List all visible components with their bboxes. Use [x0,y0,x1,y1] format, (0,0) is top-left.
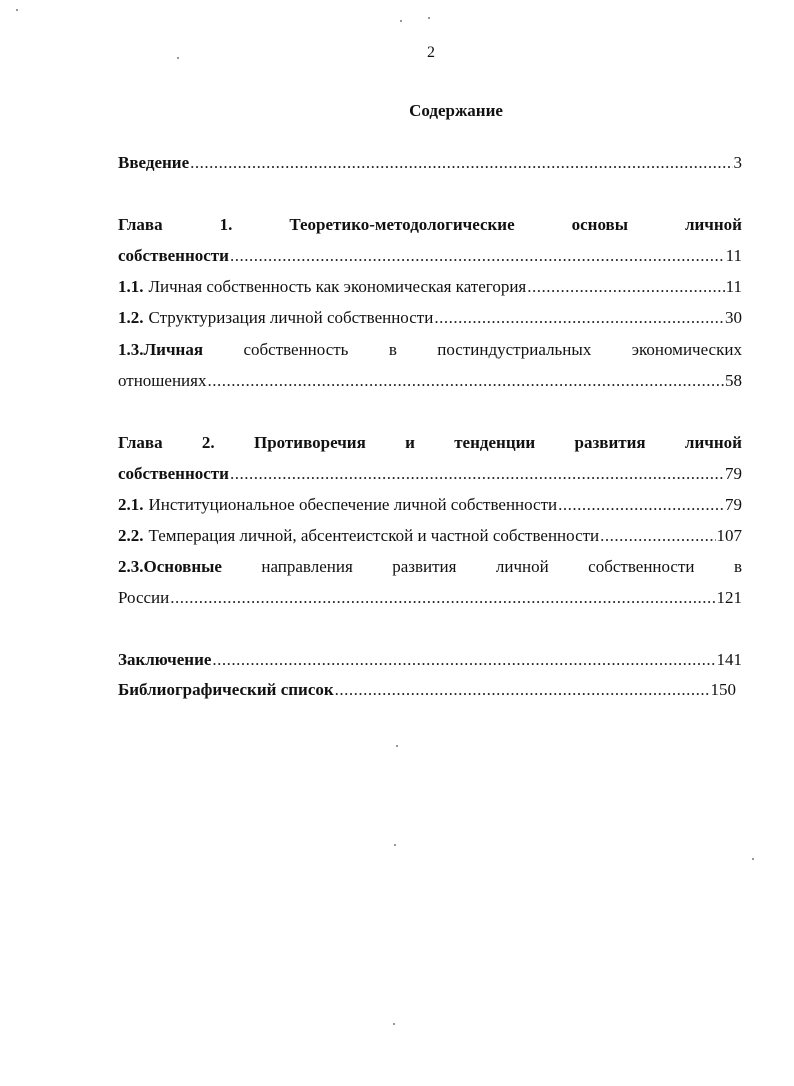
toc-entry-2-1[interactable] [118,494,742,516]
section-text: России [118,588,170,607]
toc-entry-2-3-line1[interactable] [118,556,742,578]
section-word: собственности [588,557,695,576]
section-text: Институциональное обеспечение личной собственности [148,495,558,514]
toc-entry-1-3-line2[interactable] [118,370,742,392]
scan-speck [752,858,754,860]
scan-speck [396,745,398,747]
toc-entry-2-2[interactable] [118,525,742,547]
dot-leader [230,463,724,485]
section-word: направления [261,557,353,576]
section-number: 2.1. [118,495,144,514]
toc-entry-2-3-line2[interactable] [118,587,742,609]
toc-entry-1-1[interactable] [118,276,742,298]
heading-word: Глава [118,433,163,452]
section-word: в [388,340,397,359]
toc-entry-label: Заключение [118,650,212,669]
page-number: 2 [427,44,435,61]
toc-entry-page: 121 [716,588,742,607]
section-text: Структуризация личной собственности [148,308,434,327]
toc-entry-page: 141 [716,650,742,669]
section-word: 2.3.Основные [118,557,222,576]
scan-speck [16,9,18,11]
dot-leader [558,494,724,516]
section-number: 1.1. [118,277,144,296]
section-word: развития [392,557,457,576]
toc-entry-page: 30 [725,308,742,327]
section-word: в [733,557,742,576]
scan-speck [428,17,430,19]
scan-speck [393,1023,395,1025]
section-word: постиндустриальных [437,340,592,359]
toc-entry-label: собственности [118,246,229,265]
dot-leader [335,679,710,701]
dot-leader [190,152,732,174]
toc-entry-label: Библиографический список [118,680,334,699]
toc-entry-page: 79 [725,464,742,483]
dot-leader [212,649,715,671]
toc-entry-1-2[interactable] [118,307,742,329]
heading-word: основы [571,215,628,234]
toc-entry-label: Введение [118,153,190,172]
toc-chapter1-continuation[interactable] [118,245,742,267]
scan-speck [400,20,402,22]
scan-speck [394,844,396,846]
dot-leader [230,245,725,267]
dot-leader [600,525,715,547]
toc-entry-label: собственности [118,464,229,483]
dot-leader [434,307,724,329]
heading-word: Противоречия [253,433,366,452]
heading-word: 1. [219,215,233,234]
heading-word: личной [684,215,742,234]
heading-word: тенденции [454,433,536,452]
heading-word: личной [684,433,742,452]
heading-word: Глава [118,215,163,234]
toc-entry-page: 107 [716,526,742,545]
section-text: отношениях [118,371,207,390]
dot-leader [207,370,724,392]
toc-entry-page: 3 [733,153,742,172]
dot-leader [527,276,724,298]
heading-word: 2. [201,433,215,452]
toc-entry-page: 11 [725,277,742,296]
toc-entry-1-3-line1[interactable] [118,339,742,361]
heading-word: Теоретико-методологические [289,215,515,234]
dot-leader [170,587,715,609]
section-word: личной [495,557,549,576]
toc-entry-bibliography[interactable] [118,679,736,701]
section-text: Темперация личной, абсентеистской и частной собственности [148,526,600,545]
heading-word: и [405,433,415,452]
toc-entry-conclusion[interactable] [118,649,742,671]
toc-chapter1-heading[interactable] [118,214,742,236]
toc-chapter2-heading[interactable] [118,432,742,454]
toc-entry-page: 58 [725,371,742,390]
toc-entry-page: 79 [725,495,742,514]
section-text: Личная собственность как экономическая категория [148,277,527,296]
toc-entry-page: 150 [710,680,736,699]
section-word: экономических [631,340,742,359]
section-number: 1.2. [118,308,144,327]
toc-chapter2-continuation[interactable] [118,463,742,485]
section-number: 2.2. [118,526,144,545]
toc-entry-page: 11 [725,246,742,265]
toc-entry-intro[interactable] [118,152,742,174]
section-word: 1.3.Личная [118,340,204,359]
toc-title: Содержание [409,101,503,120]
heading-word: развития [574,433,646,452]
section-word: собственность [243,340,349,359]
